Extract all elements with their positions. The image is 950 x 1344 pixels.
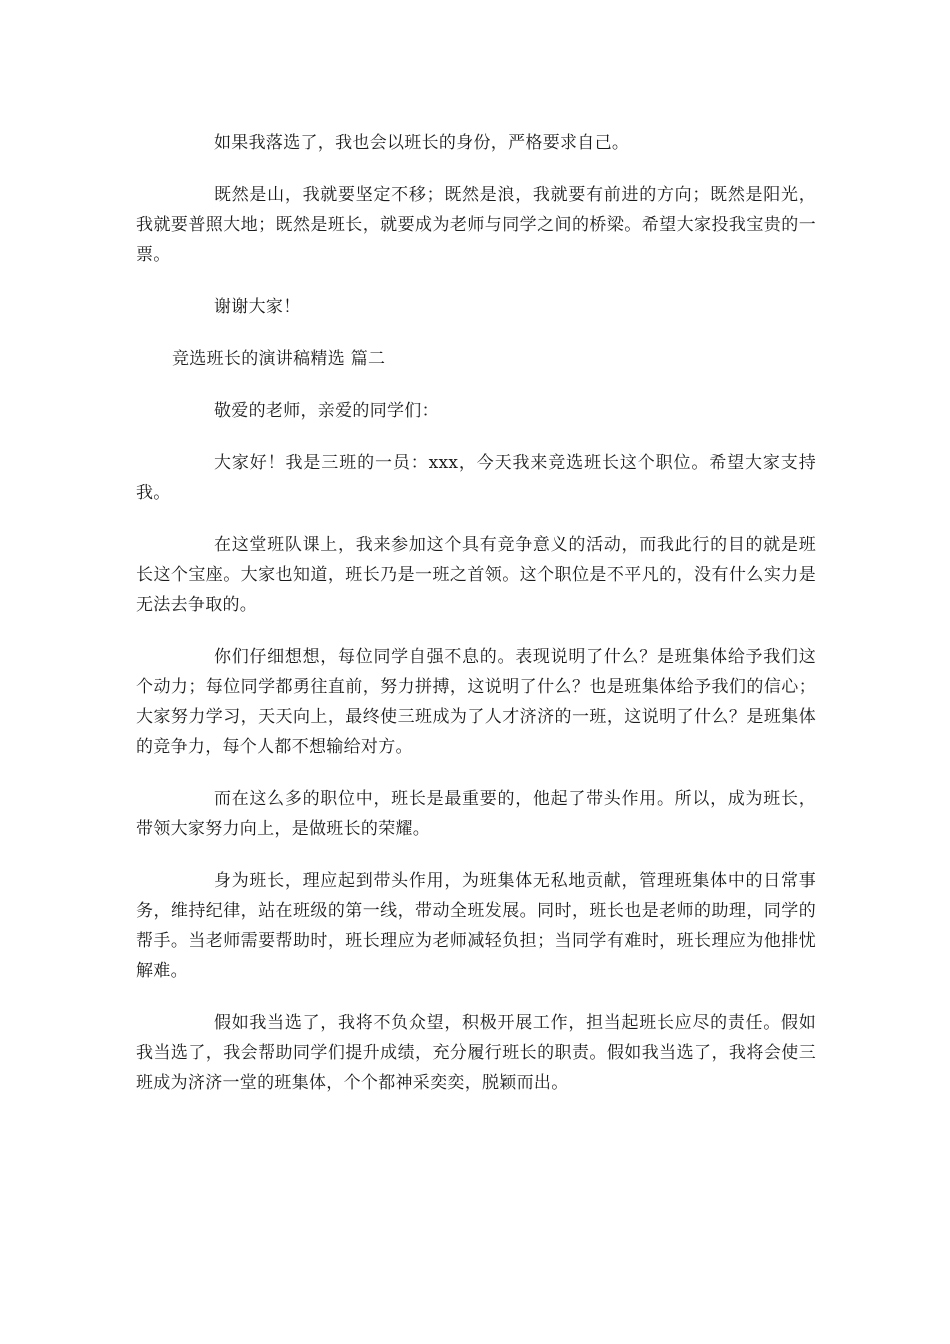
paragraph: 大家好！我是三班的一员：xxx，今天我来竞选班长这个职位。希望大家支持我。	[136, 453, 816, 503]
paragraph: 在这堂班队课上，我来参加这个具有竞争意义的活动，而我此行的目的就是班长这个宝座。大家也知道，班长乃是一班之首领。这个职位是不平凡的，没有什么实力是无法去争取的。	[136, 535, 816, 615]
paragraph: 假如我当选了，我将不负众望，积极开展工作，担当起班长应尽的责任。假如我当选了，我会帮助同学们提升成绩，充分履行班长的职责。假如我当选了，我将会使三班成为济济一堂的班集体，个个都神采奕奕，脱颖而出。	[136, 1013, 816, 1093]
paragraph: 而在这么多的职位中，班长是最重要的，他起了带头作用。所以，成为班长，带领大家努力向上，是做班长的荣耀。	[136, 789, 816, 839]
section-heading: 竞选班长的演讲稿精选 篇二	[172, 349, 386, 369]
paragraph: 既然是山，我就要坚定不移；既然是浪，我就要有前进的方向；既然是阳光，我就要普照大地；既然是班长，就要成为老师与同学之间的桥梁。希望大家投我宝贵的一票。	[136, 185, 816, 265]
paragraph: 你们仔细想想，每位同学自强不息的。表现说明了什么？是班集体给予我们这个动力；每位同学都勇往直前，努力拼搏，这说明了什么？也是班集体给予我们的信心；大家努力学习，天天向上，最终使三班成为了人才济济的一班，这说明了什么？是班集体的竞争力，每个人都不想输给对方。	[136, 647, 816, 757]
paragraph: 敬爱的老师，亲爱的同学们：	[214, 401, 439, 421]
document-page	[136, 128, 816, 1120]
paragraph: 如果我落选了，我也会以班长的身份，严格要求自己。	[214, 133, 630, 153]
paragraph: 谢谢大家！	[214, 297, 301, 317]
paragraph: 身为班长，理应起到带头作用，为班集体无私地贡献，管理班集体中的日常事务，维持纪律，站在班级的第一线，带动全班发展。同时，班长也是老师的助理，同学的帮手。当老师需要帮助时，班长理应为老师减轻负担；当同学有难时，班长理应为他排忧解难。	[136, 871, 816, 981]
